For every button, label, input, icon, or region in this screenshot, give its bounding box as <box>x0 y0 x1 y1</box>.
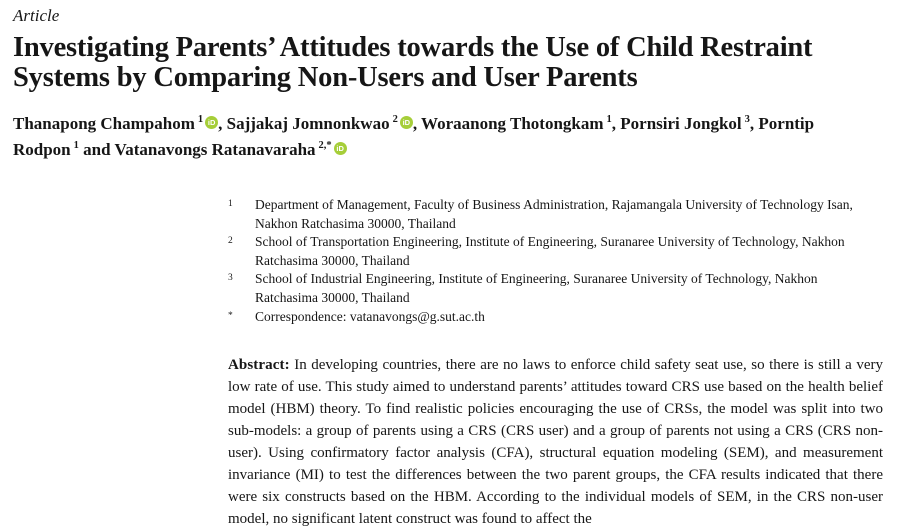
affiliation-item <box>228 233 883 270</box>
author-affiliation-ref: 1 <box>606 114 612 126</box>
abstract <box>228 355 883 530</box>
affiliation-list <box>228 196 883 308</box>
paper-title: Investigating Parents’ Attitudes towards the Use of Child Restraint Systems by Comparing Non-Users and User Parents <box>13 32 813 93</box>
article-type-label: Article <box>13 6 60 25</box>
author-affiliation-ref: 2,* <box>318 140 332 152</box>
affiliation-text: School of Transportation Engineering, Institute of Engineering, Suranaree University of Technology, Nakhon Ratchasima 30000, Thailand <box>255 234 845 268</box>
affiliation-marker: 1 <box>228 199 233 209</box>
correspondence-marker: * <box>228 310 233 321</box>
author-separator: , <box>611 114 621 133</box>
author-name: Pornsiri Jongkol <box>620 114 742 133</box>
abstract-label: Abstract: <box>228 357 290 374</box>
author-name: Vatanavongs Ratanavaraha <box>114 140 316 159</box>
author-name: Woraanong Thotongkam <box>421 114 604 133</box>
author-affiliation-ref: 2 <box>392 114 398 126</box>
author-name: Porntip Rodpon <box>13 114 815 159</box>
orcid-icon[interactable]: iD <box>334 142 347 155</box>
affiliation-text: School of Industrial Engineering, Institute of Engineering, Suranaree University of Technology, Nakhon Ratchasima 30000, Thailand <box>255 271 818 305</box>
author-affiliation-ref: 1 <box>73 140 79 152</box>
author-separator: , <box>749 114 759 133</box>
correspondence-email[interactable]: vatanavongs@g.sut.ac.th <box>349 308 485 324</box>
author-line <box>13 111 815 163</box>
orcid-icon[interactable]: iD <box>205 116 218 129</box>
author-separator: and <box>78 140 115 159</box>
correspondence-label: Correspondence: <box>255 308 347 324</box>
correspondence-line <box>228 308 883 327</box>
author-name: Thanapong Champahom <box>13 114 195 133</box>
affiliation-marker: 3 <box>228 273 233 284</box>
affiliation-marker: 2 <box>228 236 233 247</box>
affiliation-text: Department of Management, Faculty of Business Administration, Rajamangala University of Technology Isan, Nakhon Ratchasima 30000, Thailand <box>255 197 853 231</box>
correspondence-text <box>255 308 883 327</box>
affiliation-item <box>228 270 883 307</box>
meta-column <box>228 196 883 530</box>
affiliation-item <box>228 196 883 233</box>
author-affiliation-ref: 3 <box>744 114 750 126</box>
author-affiliation-ref: 1 <box>197 114 204 126</box>
author-separator: , <box>218 114 227 133</box>
orcid-icon[interactable]: iD <box>400 116 413 129</box>
abstract-text: In developing countries, there are no laws to enforce child safety seat use, so there is still a very low rate of use. This study aimed to understand parents’ attitudes toward CRS use based on the health belief model (HBM) theory. To find realistic policies encouraging the use of CRSs, the model was split into two sub-models: a group of parents using a CRS (CRS user) and a group of parents not using a CRS (CRS non-user). Using confirmatory factor analysis (CFA), structural equation modeling (SEM), and measurement invariance (MI) to test the differences between the two parent groups, the CFA results indicated that there were six constructs based on the HBM. According to the individual models of SEM, in the CRS non-user model, no significant latent construct was found to affect the <box>228 357 883 527</box>
author-name: Sajjakaj Jomnonkwao <box>226 114 390 133</box>
author-separator: , <box>412 114 422 133</box>
